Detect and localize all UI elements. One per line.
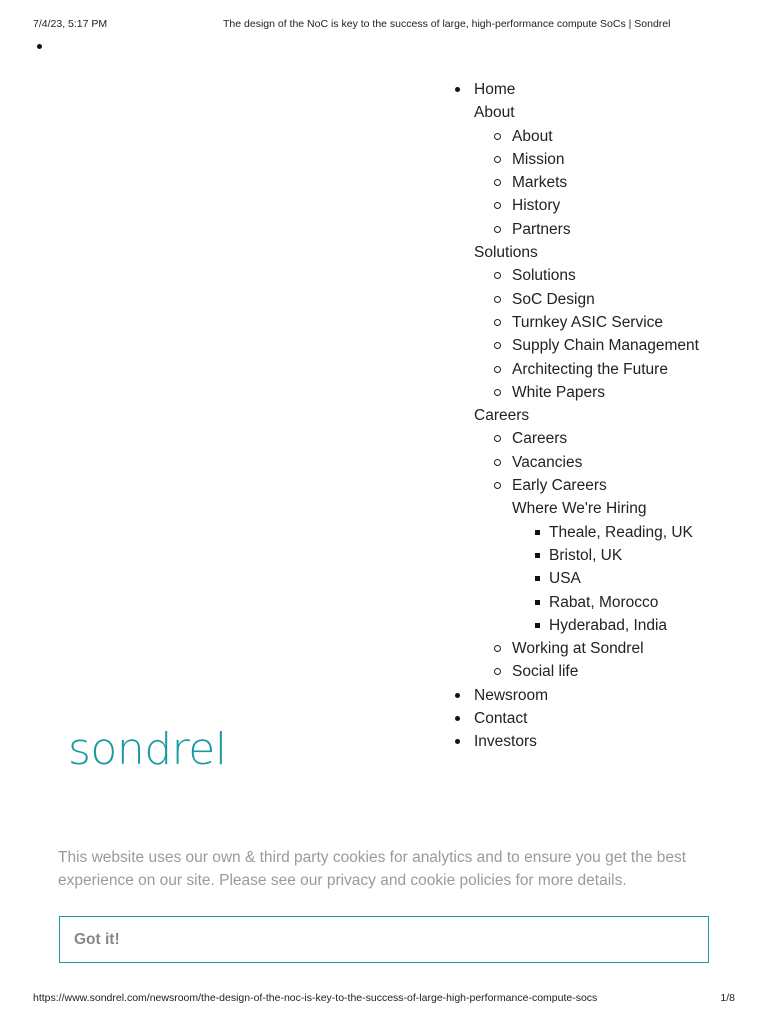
nav-label: Supply Chain Management [512,337,699,355]
submenu-item-early-careers[interactable] [474,474,699,497]
nav-label: Hyderabad, India [549,616,668,634]
submenu-item-working-at-sondrel[interactable] [474,637,699,660]
submenu-item-turnkey-asic[interactable] [474,311,699,334]
submenu-item-where-hiring[interactable] [474,497,699,520]
nav-label: USA [549,570,581,588]
nav-label: Partners [512,220,571,238]
nav-label: Social life [512,663,579,681]
location-item-rabat[interactable] [474,591,699,614]
submenu-item-partners[interactable] [474,218,699,241]
nav-label: Where We're Hiring [512,500,647,518]
location-item-theale[interactable] [474,521,699,544]
submenu-item-architecting-future[interactable] [474,358,699,381]
nav-label: Newsroom [474,686,549,704]
print-url: https://www.sondrel.com/newsroom/the-design-of-the-noc-is-key-to-the-success-of-large-high-performance-compute-socs [33,992,598,1004]
main-nav [474,78,699,754]
nav-label: Vacancies [512,453,583,471]
submenu-item-about[interactable] [474,125,699,148]
nav-label: Early Careers [512,477,607,495]
submenu-item-careers[interactable] [474,427,699,450]
nav-label: Careers [474,407,530,425]
nav-item-careers[interactable] [474,404,699,427]
cookie-accept-button[interactable]: Got it! [59,916,709,963]
nav-item-home[interactable] [474,78,699,101]
submenu-item-markets[interactable] [474,171,699,194]
nav-label: Bristol, UK [549,546,623,564]
nav-item-investors[interactable] [474,730,699,753]
print-page-title: The design of the NoC is key to the success of large, high-performance compute SoCs | Sondrel [223,18,671,30]
print-page-number: 1/8 [720,992,735,1004]
nav-label: Architecting the Future [512,360,668,378]
print-header [33,18,735,32]
nav-label: Contact [474,710,528,728]
nav-label: Rabat, Morocco [549,593,659,611]
nav-label: Solutions [474,244,538,262]
submenu-item-vacancies[interactable] [474,451,699,474]
nav-label: Markets [512,174,568,192]
nav-label: SoC Design [512,290,595,308]
nav-item-about[interactable] [474,101,699,124]
print-date: 7/4/23, 5:17 PM [33,18,108,30]
nav-label: Careers [512,430,568,448]
location-item-bristol[interactable] [474,544,699,567]
submenu-item-supply-chain[interactable] [474,334,699,357]
nav-label: History [512,197,561,215]
nav-item-newsroom[interactable] [474,684,699,707]
nav-label: Working at Sondrel [512,640,644,658]
nav-label: About [474,104,515,122]
nav-label: Solutions [512,267,576,285]
submenu-item-soc-design[interactable] [474,288,699,311]
location-item-usa[interactable] [474,567,699,590]
submenu-item-history[interactable] [474,194,699,217]
submenu-item-mission[interactable] [474,148,699,171]
sondrel-logo[interactable]: sondrel [68,724,227,775]
nav-item-solutions[interactable] [474,241,699,264]
print-footer [33,992,735,1006]
nav-label: About [512,127,553,145]
nav-label: White Papers [512,383,606,401]
empty-list-bullet [37,44,42,49]
nav-label: Turnkey ASIC Service [512,313,664,331]
submenu-item-social-life[interactable] [474,660,699,683]
nav-label: Mission [512,150,565,168]
nav-label: Home [474,81,516,98]
nav-item-contact[interactable] [474,707,699,730]
submenu-item-solutions[interactable] [474,264,699,287]
nav-label: Investors [474,733,537,751]
submenu-item-white-papers[interactable] [474,381,699,404]
cookie-message: This website uses our own & third party cookies for analytics and to ensure you get the best experience on our site. Please see our privacy and cookie policies for more details. [58,849,687,889]
location-item-hyderabad[interactable] [474,614,699,637]
nav-label: Theale, Reading, UK [549,523,693,541]
